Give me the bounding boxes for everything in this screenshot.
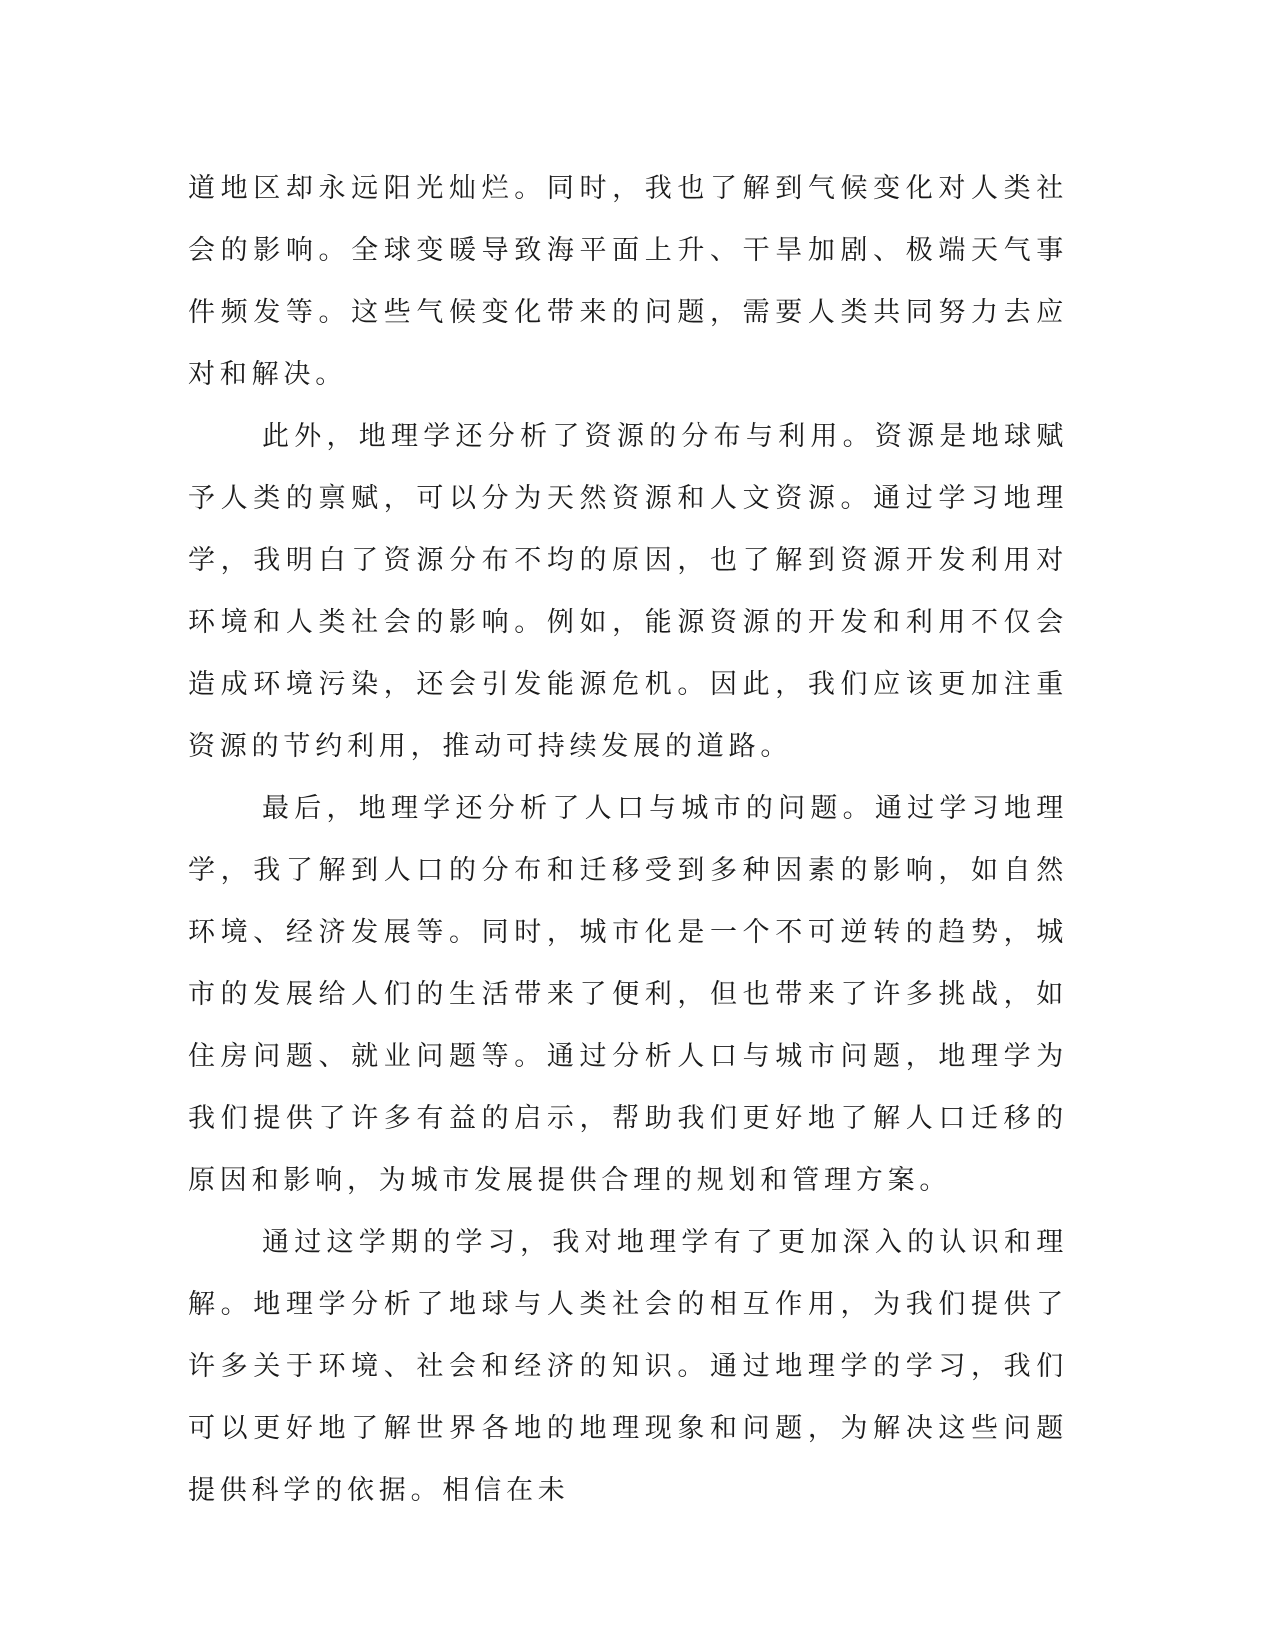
paragraph-conclusion: 通过这学期的学习，我对地理学有了更加深入的认识和理解。地理学分析了地球与人类社会的相互作用，为我们提供了许多关于环境、社会和经济的知识。通过地理学的学习，我们可以更好地了解世界各地的地理现象和问题，为解决这些问题提供科学的依据。相信在未 [188,1227,1068,1506]
document-body [188,158,1068,1522]
paragraph-population-cities: 最后，地理学还分析了人口与城市的问题。通过学习地理学，我了解到人口的分布和迁移受到多种因素的影响，如自然环境、经济发展等。同时，城市化是一个不可逆转的趋势，城市的发展给人们的生活带来了便利，但也带来了许多挑战，如住房问题、就业问题等。通过分析人口与城市问题，地理学为我们提供了许多有益的启示，帮助我们更好地了解人口迁移的原因和影响，为城市发展提供合理的规划和管理方案。 [188,793,1068,1196]
paragraph-resources: 此外，地理学还分析了资源的分布与利用。资源是地球赋予人类的禀赋，可以分为天然资源和人文资源。通过学习地理学，我明白了资源分布不均的原因，也了解到资源开发利用对环境和人类社会的影响。例如，能源资源的开发和利用不仅会造成环境污染，还会引发能源危机。因此，我们应该更加注重资源的节约利用，推动可持续发展的道路。 [188,421,1068,762]
paragraph-climate-impact: 道地区却永远阳光灿烂。同时，我也了解到气候变化对人类社会的影响。全球变暖导致海平面上升、干旱加剧、极端天气事件频发等。这些气候变化带来的问题，需要人类共同努力去应对和解决。 [188,173,1068,390]
